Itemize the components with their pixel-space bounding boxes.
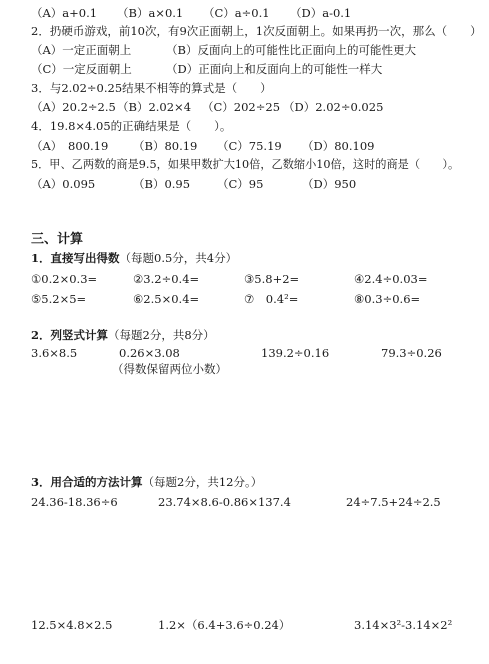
part2-note: （每题2分，共8分） [108,328,215,342]
q2-option-c: （C）一定反面朝上 [31,62,132,76]
q3-option-a: （A）20.2÷2.5 [31,100,116,114]
oral-calc-item: ①0.2×0.3= [31,272,98,286]
q5-option-c: （C）95 [217,177,264,191]
part1-heading [31,251,237,265]
simplify-item: 23.74×8.6-0.86×137.4 [158,495,291,509]
q2-option-b: （B）反面向上的可能性比正面向上的可能性更大 [166,43,416,57]
part1-title: 1．直接写出得数 [31,251,120,265]
q3-option-c: （C）202÷25 [202,100,281,114]
oral-calc-item: ⑧0.3÷0.6= [354,292,421,306]
part2-heading [31,328,215,342]
q4-stem: 4．19.8×4.05的正确结果是（ ）。 [31,119,232,133]
part1-note: （每题0.5分，共4分） [119,251,238,265]
simplify-item: 3.14×3²-3.14×2² [354,618,453,632]
vertical-calc-item: 0.26×3.08 [119,346,180,360]
simplify-item: 24÷7.5+24÷2.5 [346,495,441,509]
q5-stem: 5．甲、乙两数的商是9.5，如果甲数扩大10倍，乙数缩小10倍，这时的商是（ ）。 [31,158,460,171]
vertical-calc-item: 139.2÷0.16 [261,346,330,360]
oral-calc-item: ⑦ 0.4²= [244,292,299,306]
q5-option-b: （B）0.95 [133,177,191,191]
part3-note: （每题2分，共12分。） [142,475,263,489]
q4-option-b: （B）80.19 [133,139,198,153]
q3-option-d: （D）2.02÷0.025 [283,100,384,114]
q2-stem: 2．扔硬币游戏，前10次，有9次正面朝上，1次反面朝上。如果再扔一次，那么（ ） [31,24,482,38]
part3-title: 3．用合适的方法计算 [31,475,143,489]
part2-title: 2．列竖式计算 [31,328,109,342]
q2-option-d: （D）正面向上和反面向上的可能性一样大 [166,62,383,76]
oral-calc-item: ⑥2.5×0.4= [133,292,200,306]
simplify-item: 12.5×4.8×2.5 [31,618,113,632]
section-title: 三、计算 [31,232,84,247]
q4-option-d: （D）80.109 [302,139,375,153]
q5-option-d: （D）950 [302,177,357,191]
oral-calc-item: ③5.8+2= [244,272,300,286]
q1-option-c: （C）a÷0.1 [203,6,270,20]
simplify-item: 24.36-18.36÷6 [31,495,118,509]
q1-option-d: （D）a-0.1 [290,6,352,20]
simplify-item: 1.2×（6.4+3.6÷0.24） [158,618,291,632]
oral-calc-item: ②3.2÷0.4= [133,272,200,286]
q4-option-a: （A） 800.19 [31,139,109,153]
part3-heading [31,475,262,489]
q2-option-a: （A）一定正面朝上 [31,43,132,57]
oral-calc-item: ④2.4÷0.03= [354,272,428,286]
q3-option-b: （B）2.02×4 [117,100,192,114]
rounding-note: （得数保留两位小数） [112,362,227,376]
oral-calc-item: ⑤5.2×5= [31,292,87,306]
q1-option-b: （B）a×0.1 [117,6,184,20]
q5-option-a: （A）0.095 [31,177,96,191]
q1-option-a: （A）a+0.1 [31,6,98,20]
q4-option-c: （C）75.19 [217,139,282,153]
vertical-calc-item: 3.6×8.5 [31,346,78,360]
q3-stem: 3．与2.02÷0.25结果不相等的算式是（ ） [31,81,272,95]
vertical-calc-item: 79.3÷0.26 [381,346,442,360]
